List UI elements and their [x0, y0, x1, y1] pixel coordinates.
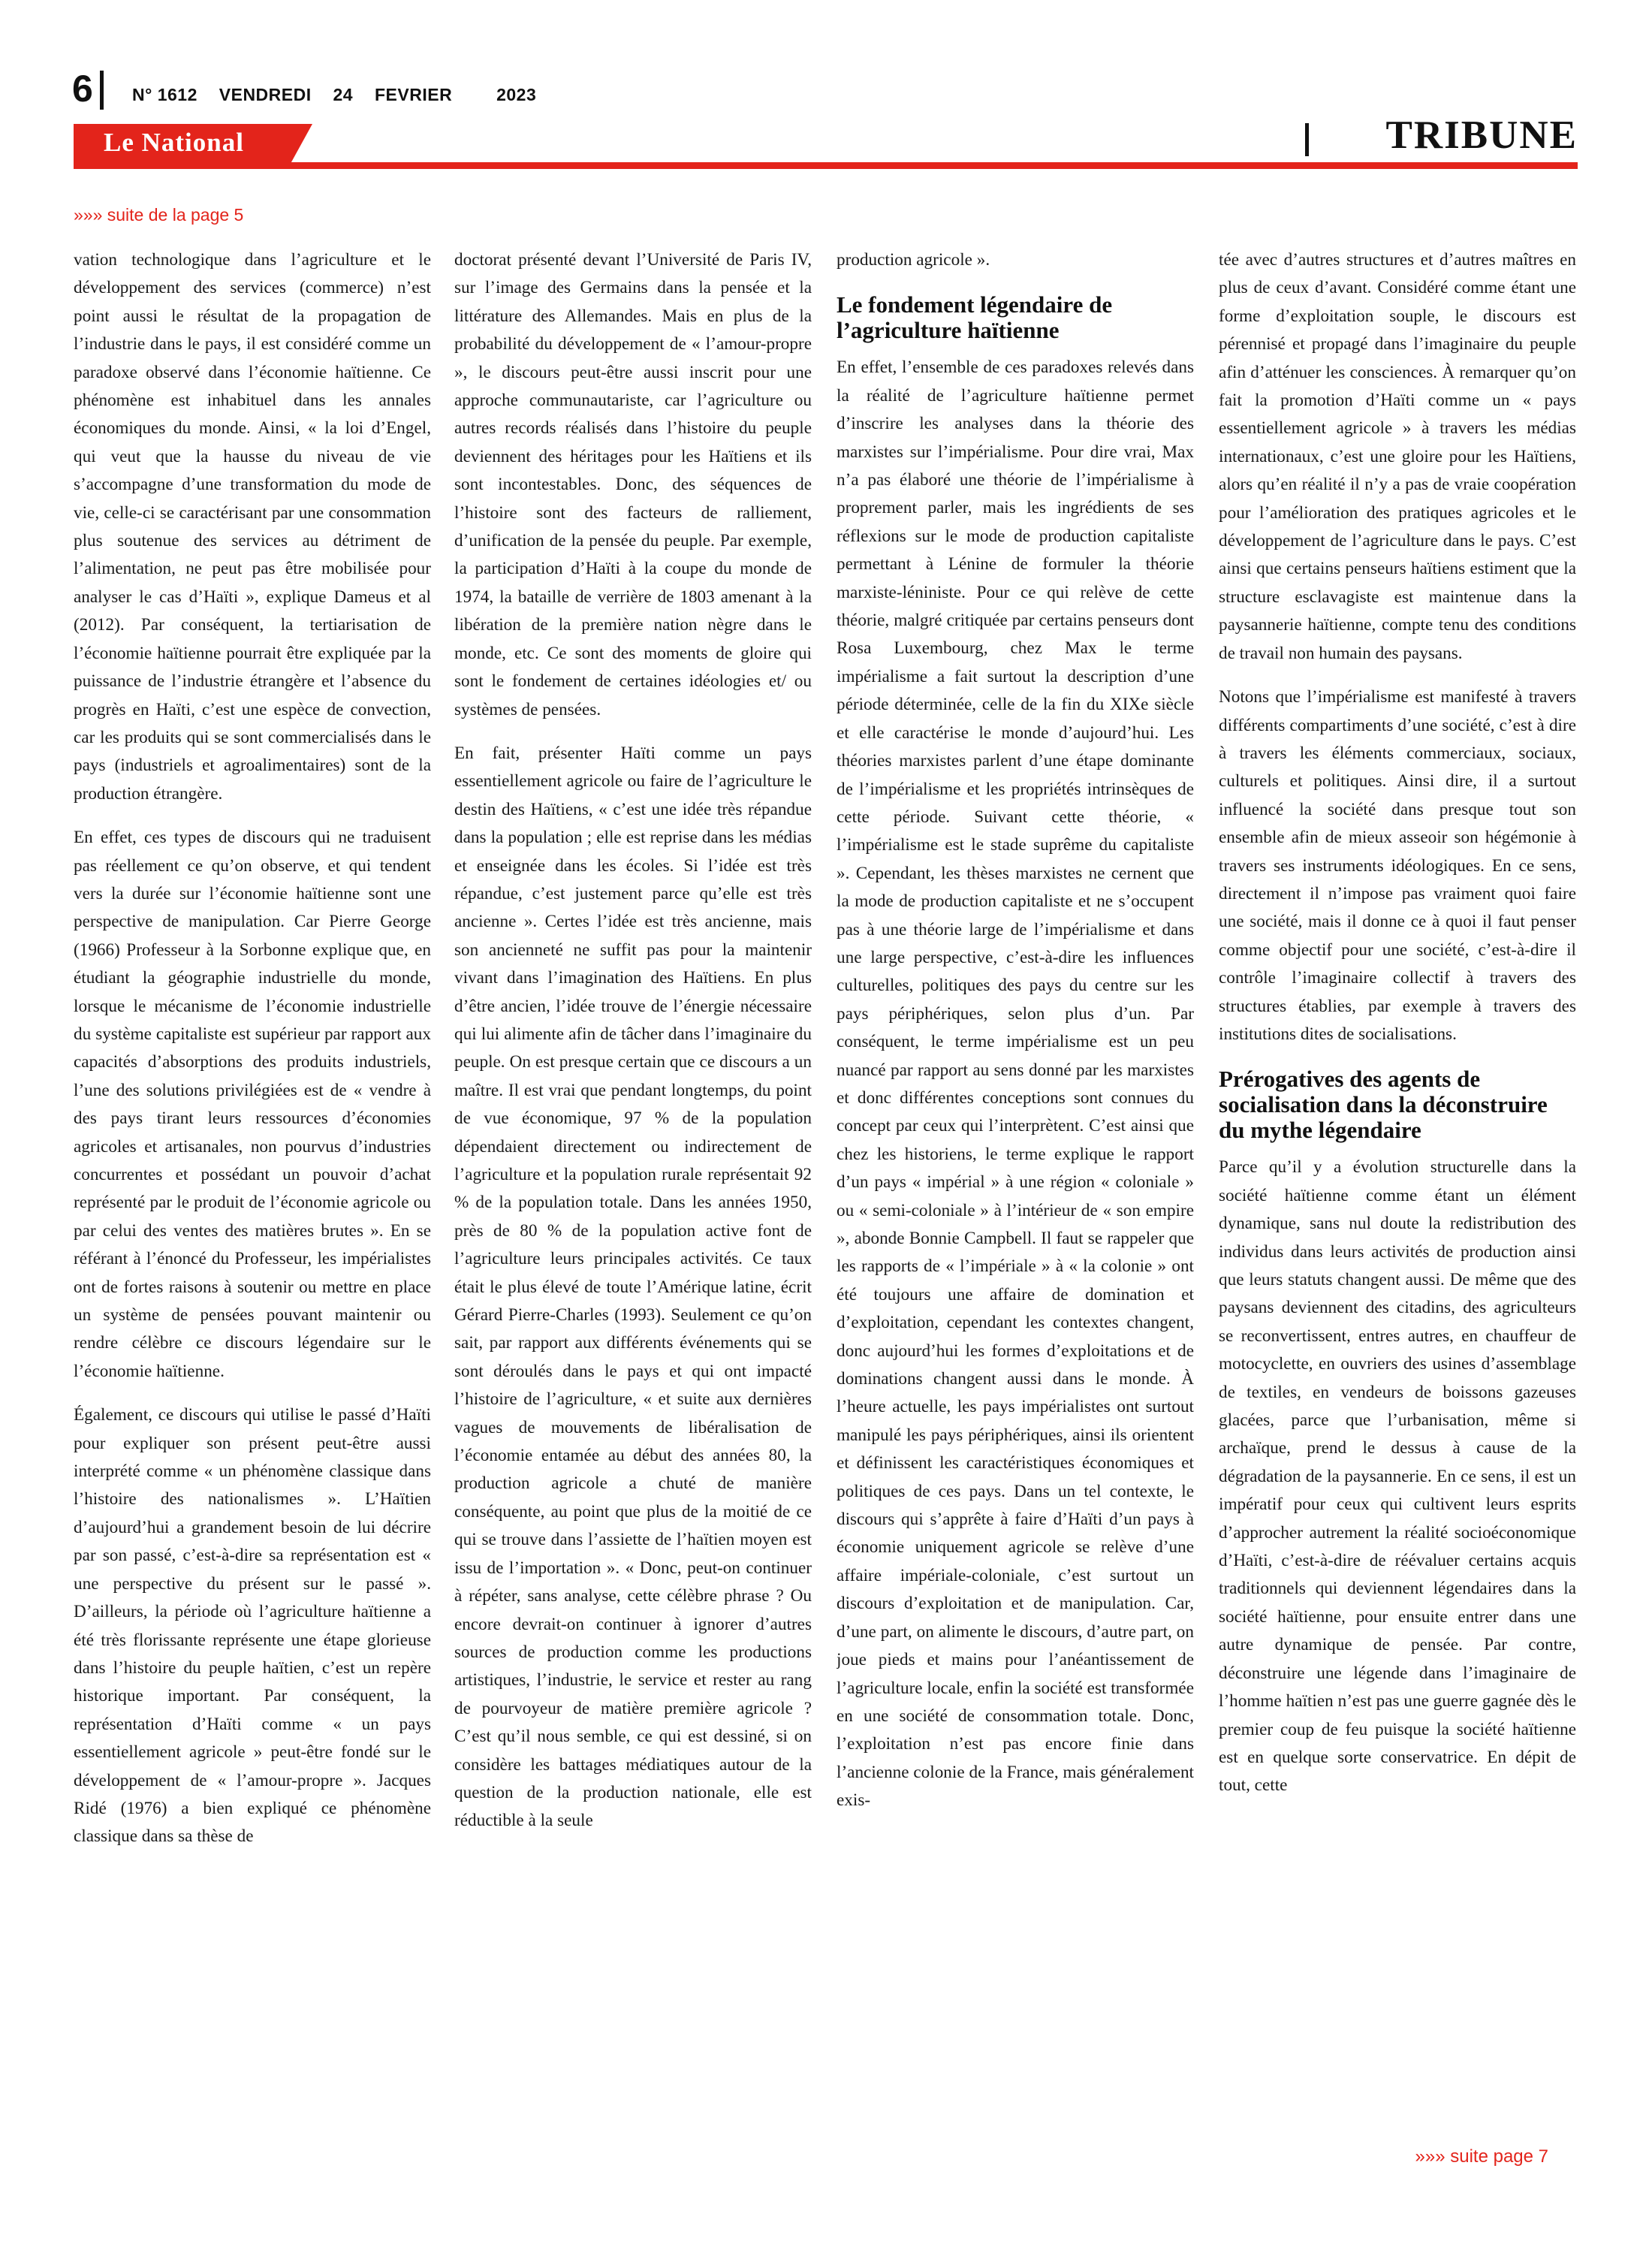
paragraph: vation technologique dans l’agriculture et le développement des services (commerce) n’est point aussi le résultat de la propagation de l’industrie dans le pays, il est considéré comme un paradoxe observé dans l’économie haïtienne. Ce phénomène est inhabituel dans les annales économiques du monde. Ainsi, « la loi d’Engel, qui veut que la hausse du niveau de vie s’accompagne d’une transformation du mode de vie, celle-ci se caractérisant par une consommation plus soutenue des services au détriment de l’alimentation, ne peut pas être mobilisée pour analyser le cas d’Haïti », explique Dameus et al (2012). Par conséquent, la tertiarisation de l’économie haïtienne pourrait être expliquée par la puissance de l’industrie étrangère et l’absence du progrès en Haïti, c’est une espèce de convection, car les produits qui se sont commercialisés dans le pays (industriels et agroalimentaires) sont de la production étrangère.	[74, 250, 431, 804]
paragraph: En effet, l’ensemble de ces paradoxes relevés dans la réalité de l’agriculture haïtienne permet d’inscrire les analyses dans la théorie des marxistes sur l’impérialisme. Pour dire vrai, Max n’a pas élaboré une théorie de l’impérialisme à proprement parler, mais les ingrédients de ses réflexions sur le mode de production capitaliste permettant à Lénine de formuler la théorie marxiste-léniniste. Pour ce qui relève de cette théorie, malgré critiquée par certains penseurs dont Rosa Luxembourg, chez Max le terme impérialisme a fait surtout la description d’une période déterminée, celle de la fin du XIXe siècle et elle caractérise le monde d’aujourd’hui. Les théories marxistes parlent d’une étape dominante de l’impérialisme et les propriétés intrinsèques de cette période. Suivant cette théorie, « l’impérialisme est le stade suprême du capitaliste ». Cependant, les thèses marxistes ne cernent que la mode de production capitaliste et ne s’occupent pas à une théorie large de l’impérialisme et dans une large perspective, c’est-à-dire les influences culturelles, politiques des pays du centre sur les pays périphériques, selon plus d’un. Par conséquent, le terme impérialisme est un peu nuancé par rapport au sens donné par les marxistes et donc différentes conceptions sont connues du concept par ceux qui l’interprètent. C’est ainsi que chez les historiens, le terme explique le rapport d’un pays « impérial » à une région « coloniale » ou « semi-coloniale » à l’intérieur de « son empire », abonde Bonnie Campbell. Il faut se rappeler que les rapports de « l’impériale » à « la colonie » ont été toujours une affaire de domination et d’exploitation, cependant les contextes changent, donc aujourd’hui les formes d’exploitations et de dominations changent aussi dans le monde. À l’heure actuelle, les pays impérialistes ont surtout manipulé les pays périphériques, ainsi ils orientent et définissent les caractéristiques économiques et politiques de ces pays. Dans un tel contexte, le discours qui s’apprête à faire d’Haïti d’un pays à économie uniquement agricole se relève d’une affaire impériale-coloniale, c’est surtout un discours d’exploitation et de manipulation. Car, d’une part, on alimente le discours, d’autre part, on joue pieds et mains pour l’anéantissement de l’agriculture locale, enfin la société est transformée en une société de consommation totale. Donc, l’exploitation n’est pas encore finie dans l’ancienne colonie de la France, mais généralement exis-	[837, 357, 1194, 1811]
paragraph: Notons que l’impérialisme est manifesté à travers différents compartiments d’une société, c’est à dire à travers les éléments commerciaux, sociaux, culturels et politiques. Ainsi dire, il a surtout influencé la société dans presque tout son ensemble afin de mieux asseoir son hégémonie à travers ses instruments idéologiques. En ce sens, directement il n’impose pas vraiment quoi faire une société, mais il donne ce à quoi il faut penser comme objectif pour une société, c’est-à-dire il contrôle l’imaginaire collectif à travers des structures établies, par exemple à travers des institutions dites de socialisations.	[1219, 687, 1576, 1044]
continued-from-label: »»» suite de la page 5	[74, 205, 244, 225]
article-column-4	[1219, 246, 1576, 2154]
issue-year: 2023	[496, 85, 537, 104]
section-heading: Le fondement légendaire de l’agriculture haïtienne	[837, 291, 1113, 344]
issue-day: 24	[333, 85, 354, 104]
article-column-3	[837, 246, 1194, 2154]
header-rule	[74, 162, 1578, 169]
paragraph: doctorat présenté devant l’Université de Paris IV, sur l’image des Germains dans la pensée et la littérature des Allemandes. Mais en plus de la probabilité du développement de « l’amour-propre », le discours peut-être aussi inscrit pour une approche communautariste, car l’agriculture ou autres records réalisés dans l’histoire du peuple deviennent des héritages pour les Haïtiens et ils sont incontestables. Donc, des séquences de l’histoire sont des facteurs de ralliement, d’unification de la pensée du peuple. Par exemple, la participation d’Haïti à la coupe du monde de 1974, la bataille de verrière de 1803 amenant à la libération de la première nation nègre dans le monde, etc. Ce sont des moments de gloire qui sont le fondement de certaines idéologies et/ ou systèmes de pensées.	[454, 250, 812, 719]
paragraph: tée avec d’autres structures et d’autres maîtres en plus de ceux d’avant. Considéré comme étant une forme d’exploitation souple, le discours est pérennisé et propagé dans l’imaginaire du peuple afin d’atténuer les consciences. À remarquer qu’on fait la promotion d’Haïti comme un « pays essentiellement agricole » à travers les médias internationaux, c’est une gloire pour les Haïtiens, alors qu’en réalité il n’y a pas de vraie coopération pour l’amélioration des pratiques agricoles et le développement de l’agriculture dans le pays. C’est ainsi que certains penseurs haïtiens estiment que la structure esclavagiste est maintenue dans la paysannerie haïtienne, compte tenu des conditions de travail non humain des paysans.	[1219, 250, 1576, 663]
section-title: TRIBUNE	[1385, 113, 1578, 157]
article-column-2	[454, 246, 812, 2154]
issue-info	[132, 85, 553, 105]
continued-to-label: »»» suite page 7	[1415, 2146, 1548, 2167]
issue-number: N° 1612	[132, 85, 197, 104]
paragraph: Également, ce discours qui utilise le passé d’Haïti pour expliquer son présent peut-être aussi interprété comme « un phénomène classique dans l’histoire des nationalismes ». L’Haïtien d’aujourd’hui a grandement besoin de lui décrire par son passé, c’est-à-dire sa représentation est « une perspective du présent sur le passé ». D’ailleurs, la période où l’agriculture haïtienne a été très florissante représente une étape glorieuse dans l’histoire du peuple haïtien, c’est un repère historique important. Par conséquent, la représentation d’Haïti comme « un pays essentiellement agricole » peut-être fondé sur le développement de « l’amour-propre ». Jacques Ridé (1976) a bien expliqué ce phénomène classique dans sa thèse de	[74, 1405, 431, 1847]
article-column-1	[74, 246, 431, 2154]
section-heading: Prérogatives des agents de socialisation dans la déconstruire du mythe légendaire	[1219, 1066, 1548, 1144]
section-divider	[1305, 123, 1309, 156]
issue-month: FEVRIER	[375, 85, 453, 104]
page-number: 6	[72, 68, 93, 110]
paragraph: En fait, présenter Haïti comme un pays essentiellement agricole ou faire de l’agriculture le destin des Haïtiens, « c’est une idée très répandue dans la population ; elle est reprise dans les médias et enseignée dans les écoles. Si l’idée est très répandue, c’est justement parce qu’elle est très ancienne ». Certes l’idée est très ancienne, mais son ancienneté ne suffit pas pour la maintenir vivant dans l’imagination des Haïtiens. En plus d’être ancien, l’idée trouve de l’énergie nécessaire qui lui alimente afin de tâcher dans l’imaginaire du peuple. On est presque certain que ce discours a un maître. Il est vrai que pendant longtemps, du point de vue économique, 97 % de la population dépendaient directement ou indirectement de l’agriculture et la population rurale représentait 92 % de la population totale. Dans les années 1950, près de 80 % de la population active font de l’agriculture leurs principales activités. Ce taux était le plus élevé de toute l’Amérique latine, écrit Gérard Pierre-Charles (1993). Seulement ce qu’on sait, par rapport aux différents événements qui se sont déroulés dans le pays et qui ont impacté l’histoire de l’agriculture, « et suite aux dernières vagues de mouvements de libéralisation de l’économie entamée au début des années 80, la production agricole a chuté de manière conséquente, au point que plus de la moitié de ce qui se trouve dans l’assiette de l’haïtien moyen est issu de l’importation ». « Donc, peut-on continuer à répéter, sans analyse, cette célèbre phrase ? Ou encore devrait-on continuer à ignorer d’autres sources de production comme les productions artistiques, l’industrie, le service et rester au rang de pourvoyeur de matière première agricole ? C’est qu’il nous semble, ce qui est dessiné, si on considère les battages médiatiques autour de la question de la production nationale, elle est réductible à la seule	[454, 743, 812, 1831]
page-number-divider	[100, 71, 104, 110]
brand-logo-text: Le National	[104, 128, 244, 157]
paragraph: production agricole ».	[837, 250, 990, 270]
paragraph: Parce qu’il y a évolution structurelle dans la société haïtienne comme étant un élément dynamique, sans nul doute la redistribution des individus dans leurs activités de production ainsi que leurs statuts changent aussi. De même que des paysans deviennent des citadins, des agriculteurs se reconvertissent, entres autres, en chauffeur de motocyclette, en ouvriers des usines d’assemblage de textiles, en vendeurs de boissons gazeuses glacées, parce que l’urbanisation, même si archaïque, prend le dessus à cause de la dégradation de la paysannerie. En ce sens, il est un impératif pour ceux qui cultivent leurs esprits d’approcher autrement la réalité socioéconomique d’Haïti, c’est-à-dire de réévaluer certains acquis traditionnels qui deviennent légendaires dans la société haïtienne, pour ensuite entrer dans une autre dynamique de pensée. Par contre, déconstruire une légende dans l’imaginaire de l’homme haïtien n’est pas une guerre gagnée dès le premier coup de feu puisque la société haïtienne est en quelque sorte conservatrice. En dépit de tout, cette	[1219, 1157, 1576, 1796]
issue-weekday: VENDREDI	[219, 85, 312, 104]
paragraph: En effet, ces types de discours qui ne traduisent pas réellement ce qu’on observe, et qui tendent vers la durée sur l’économie haïtienne sont une perspective de manipulation. Car Pierre George (1966) Professeur à la Sorbonne explique que, en étudiant la géographie industrielle du monde, lorsque le mécanisme de l’économie industrielle du système capitaliste est supérieur par rapport aux capacités d’absorptions des produits industriels, l’une des solutions privilégiées est de « vendre à des pays tirant leurs ressources d’économies agricoles et artisanales, non pourvus d’industries concurrentes et possédant un pouvoir d’achat représenté par le produit de l’économie agricole ou par celui des ventes des matières brutes ». En se référant à l’énoncé du Professeur, les impérialistes ont de fortes raisons à soutenir ou mettre en place un système de pensées pouvant maintenir ou rendre célèbre ce discours légendaire sur le l’économie haïtienne.	[74, 828, 431, 1381]
